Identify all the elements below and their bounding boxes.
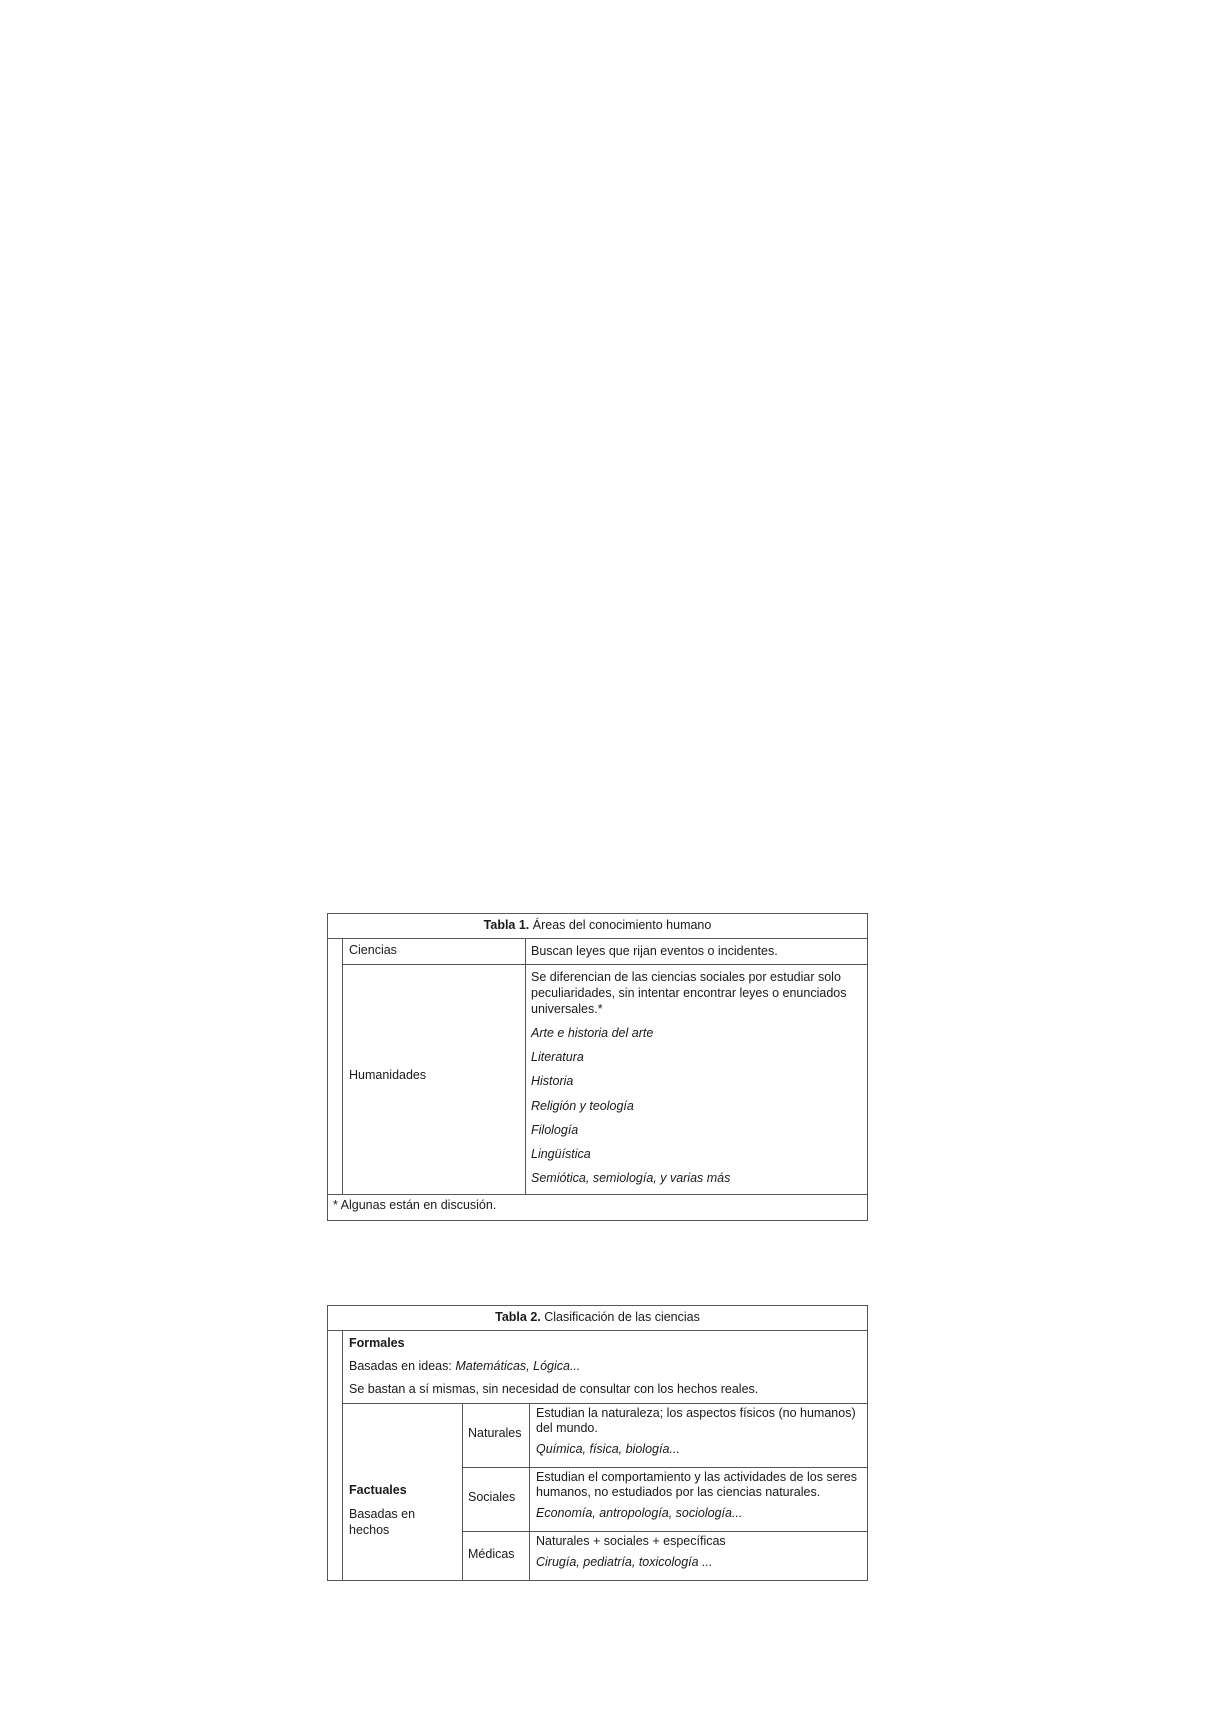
formales-title: Formales (349, 1336, 405, 1350)
row-description: Se diferencian de las ciencias sociales por estudiar solo peculiaridades, sin intentar encontrar leyes o enunciados universales.* (531, 970, 847, 1016)
subrow-description: Naturales + sociales + específicas (536, 1534, 726, 1548)
table-caption-text: Clasificación de las ciencias (540, 1310, 700, 1324)
table-caption (328, 1306, 867, 1331)
subrow-description: Estudian la naturaleza; los aspectos físicos (no humanos) del mundo. (536, 1406, 856, 1435)
table-caption-text: Áreas del conocimiento humano (529, 918, 712, 932)
table-caption (328, 914, 867, 939)
table-clasificacion-ciencias (327, 1305, 868, 1581)
list-item: Historia (531, 1074, 574, 1089)
table-caption-label: Tabla 2. (495, 1310, 541, 1324)
list-item: Religión y teología (531, 1098, 634, 1113)
factuales-label (349, 1482, 454, 1538)
list-item: Filología (531, 1122, 579, 1137)
factuales-description: Basadas en hechos (349, 1507, 416, 1537)
table-row-ciencias (343, 938, 867, 965)
row-label: Ciencias (349, 943, 397, 957)
subrow-label-medicas: Médicas (468, 1547, 515, 1561)
formales-line-prefix: Basadas en ideas: (349, 1359, 456, 1373)
table-areas-conocimiento (327, 913, 868, 1221)
table-footnote: * Algunas están en discusión. (333, 1198, 497, 1212)
formales-line-self: Se bastan a sí mismas, sin necesidad de consultar con los hechos reales. (349, 1382, 759, 1396)
formales-section (349, 1334, 861, 1402)
subrow-naturales (536, 1406, 866, 1457)
list-item: Lingüística (531, 1146, 591, 1161)
list-item: Arte e historia del arte (531, 1026, 654, 1040)
subrow-label-naturales: Naturales (468, 1426, 522, 1440)
subrow-description: Estudian el comportamiento y las actividades de los seres humanos, no estudiados por las ciencias naturales. (536, 1470, 857, 1499)
list-item: Literatura (531, 1050, 584, 1065)
table-row-humanidades (343, 965, 867, 1194)
list-item: Semiótica, semiología, y varias más (531, 1171, 731, 1186)
formales-examples: Matemáticas, Lógica... (455, 1359, 581, 1373)
row-label: Humanidades (349, 1068, 427, 1082)
subrow-examples: Economía, antropología, sociología... (536, 1506, 743, 1520)
humanidades-list (531, 1021, 730, 1190)
subrow-examples: Cirugía, pediatría, toxicología ... (536, 1555, 713, 1569)
subrow-label-sociales: Sociales (468, 1490, 516, 1504)
subrow-sociales (536, 1470, 866, 1521)
subrow-medicas (536, 1534, 866, 1570)
factuales-title: Factuales (349, 1483, 407, 1497)
table-caption-label: Tabla 1. (483, 918, 530, 932)
row-description: Buscan leyes que rijan eventos o incidentes. (531, 944, 778, 958)
formales-line-ideas (349, 1356, 861, 1379)
subrow-examples: Química, física, biología... (536, 1442, 680, 1456)
